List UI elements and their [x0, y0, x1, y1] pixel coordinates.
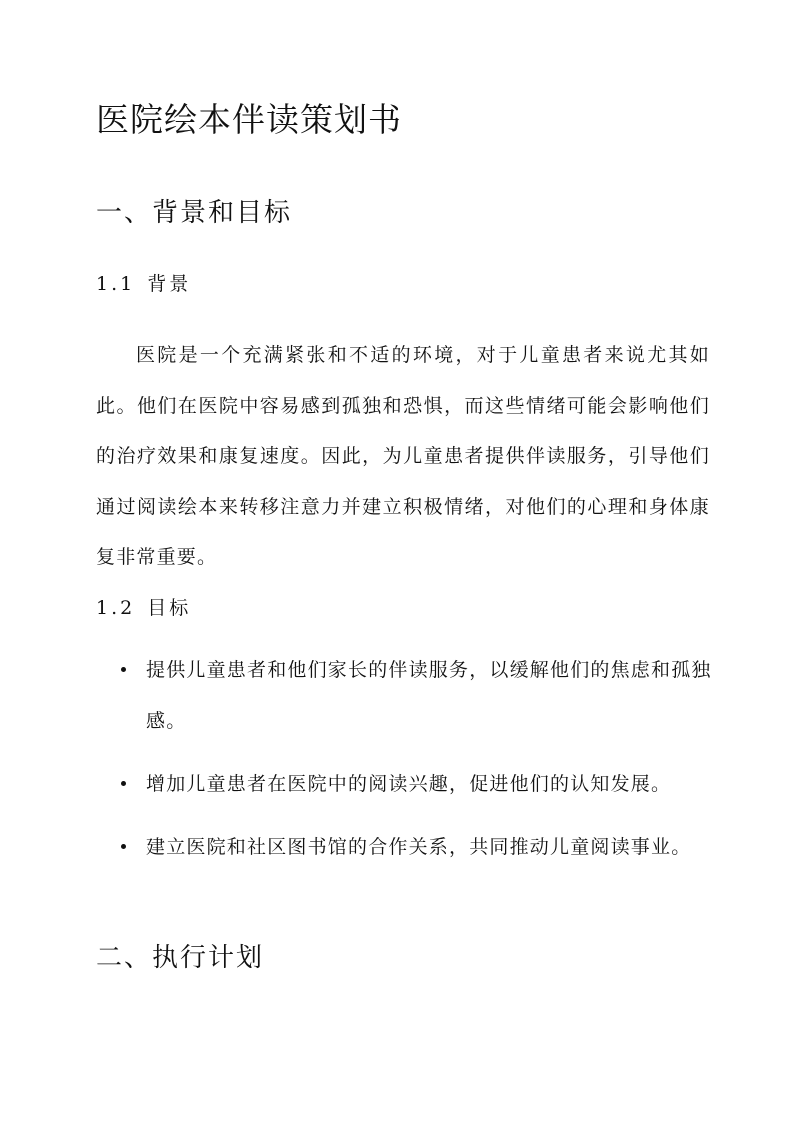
subsection-number: 1.1: [96, 273, 136, 295]
list-item-text: 建立医院和社区图书馆的合作关系，共同推动儿童阅读事业。: [146, 836, 692, 858]
subsection-title: 目标: [147, 597, 192, 619]
list-item-text: 增加儿童患者在医院中的阅读兴趣，促进他们的认知发展。: [146, 773, 672, 795]
section-heading-background-goals: 一、背景和目标: [96, 198, 293, 228]
list-item: [96, 645, 716, 747]
subsection-title: 背景: [147, 273, 192, 295]
bullet-dot-icon: [121, 781, 126, 786]
subsection-number: 1.2: [96, 597, 136, 619]
background-paragraph: 医院是一个充满紧张和不适的环境，对于儿童患者来说尤其如此。他们在医院中容易感到孤独和恐惧，而这些情绪可能会影响他们的治疗效果和康复速度。因此，为儿童患者提供伴读服务，引导他们通过阅读绘本来转移注意力并建立积极情绪，对他们的心理和身体康复非常重要。: [96, 344, 710, 568]
subsection-heading-background: [96, 270, 191, 298]
list-item: [96, 759, 716, 810]
goals-list: [96, 645, 716, 885]
bullet-dot-icon: [121, 667, 126, 672]
subsection-heading-goals: [96, 594, 191, 622]
list-item: [96, 822, 716, 873]
bullet-dot-icon: [121, 844, 126, 849]
document-title: 医院绘本伴读策划书: [96, 100, 402, 139]
section-heading-execution-plan: 二、执行计划: [96, 943, 265, 973]
list-item-text: 提供儿童患者和他们家长的伴读服务，以缓解他们的焦虑和孤独感。: [146, 659, 712, 732]
